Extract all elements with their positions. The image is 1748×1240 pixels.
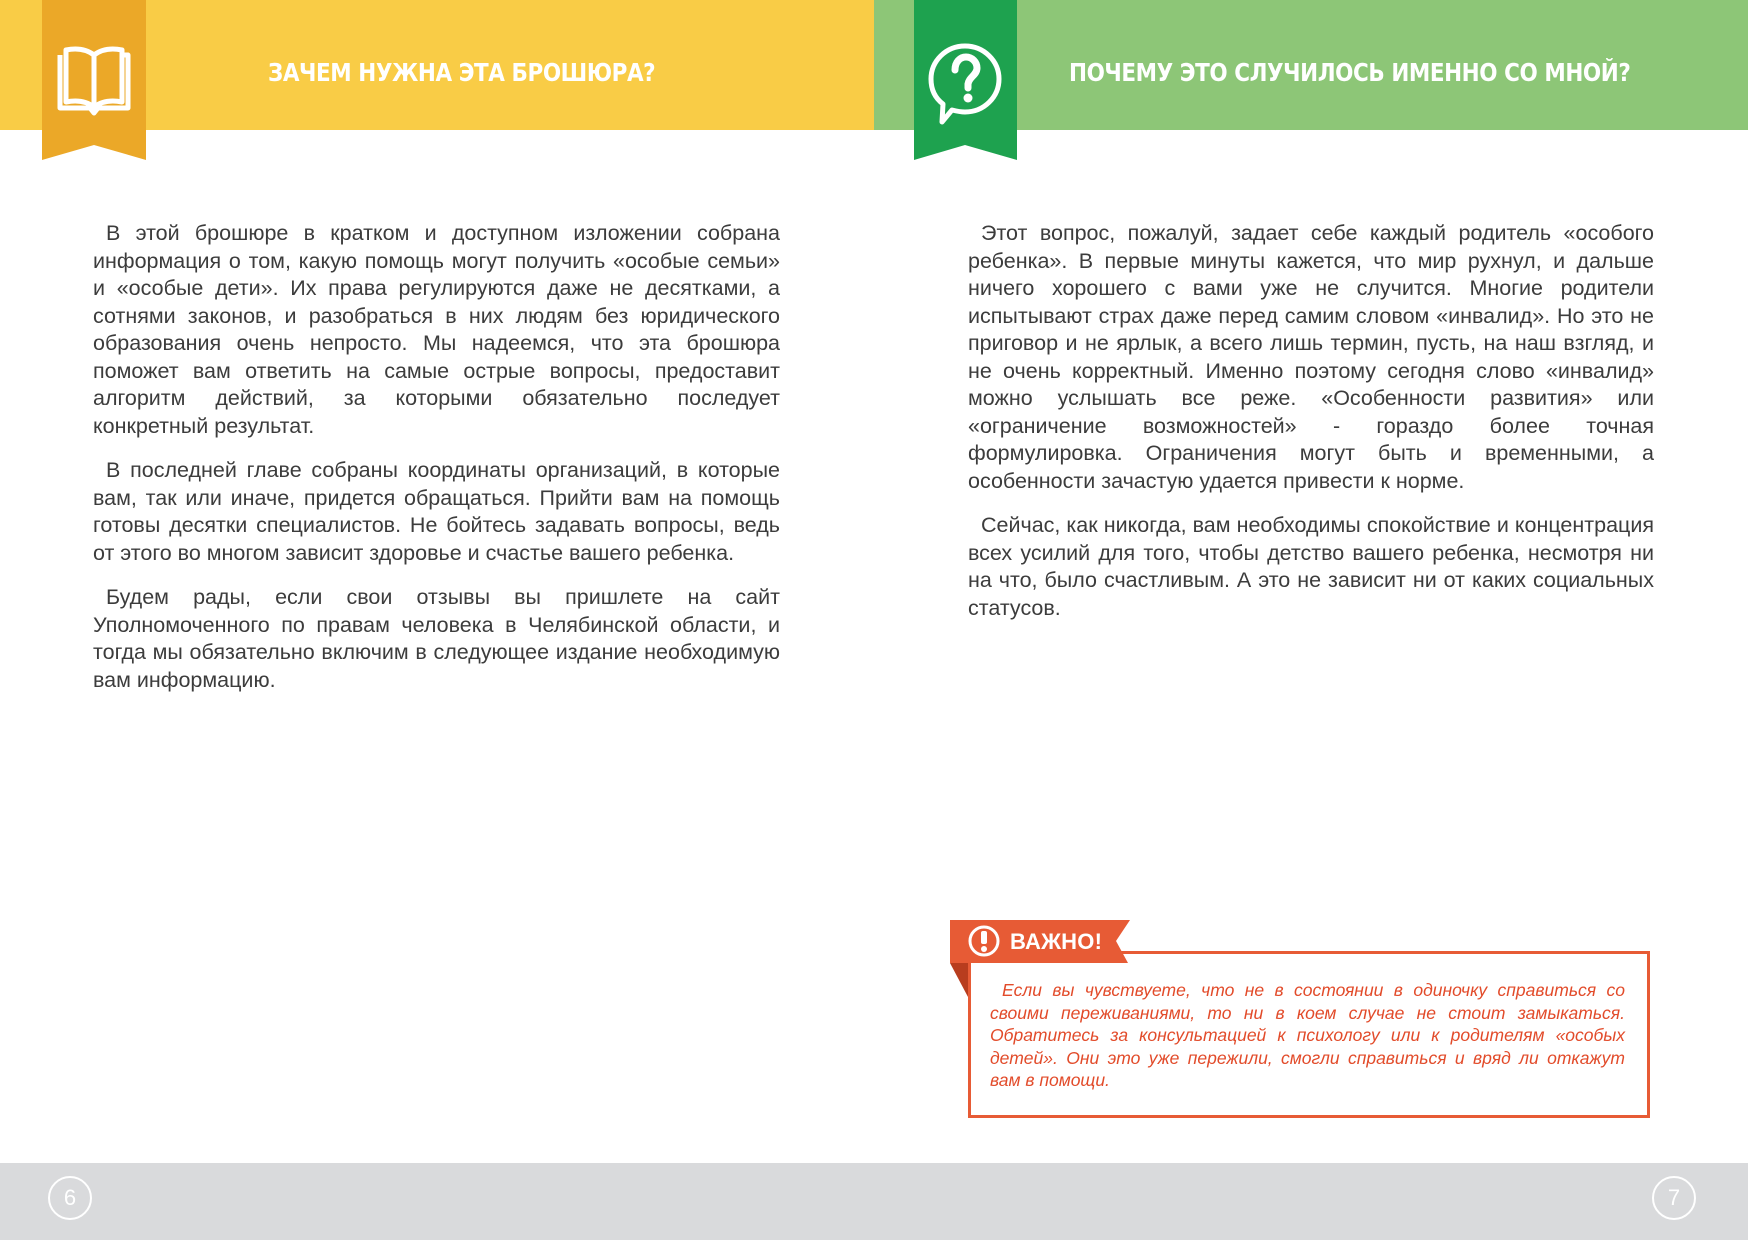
page-number-right: 7 [1652, 1176, 1696, 1220]
important-label: ВАЖНО! [1010, 929, 1103, 954]
paragraph: Этот вопрос, пожалуй, задает себе каждый родитель «особого ребенка». В первые минуты кажется, что мир рухнул, и дальше ничего хорошего с вами уже не случится. Многие родители испытывают страх даже перед самим словом «инвалид». Но это не приговор и не ярлык, а всего лишь термин, пусть, на наш взгляд, и не очень корректный. Именно поэтому сегодня слово «инвалид» можно услышать все реже. «Особенности развития» или «ограничение возможностей» - гораздо более точная формулировка. Ограничения могут быть и временными, а особенности зачастую удается привести к норме. [968, 221, 1654, 493]
right-page-title: ПОЧЕМУ ЭТО СЛУЧИЛОСЬ ИМЕННО СО МНОЙ? [1069, 58, 1631, 87]
paragraph: Сейчас, как никогда, вам необходимы спокойствие и концентрация всех усилий для того, чтобы детство вашего ребенка, несмотря ни на что, было счастливым. А это не зависит ни от каких социальных статусов. [968, 513, 1654, 620]
paragraph: В этой брошюре в кратком и доступном изложении собрана информация о том, какую помощь могут получить «особые семьи» и «особые дети». Их права регулируются даже не десятками, а сотнями законов, и разобраться в них людям без юридического образования очень непросто. Мы надеемся, что эта брошюра поможет вам ответить на самые острые вопросы, предоставит алгоритм действий, за которыми обязательно последует конкретный результат. [93, 221, 780, 438]
left-column-text [93, 220, 780, 711]
paragraph: Будем рады, если свои отзывы вы пришлете на сайт Уполномоченного по правам человека в Челябинской области, и тогда мы обязательно включим в следующее издание необходимую вам информацию. [93, 585, 780, 692]
right-ribbon [914, 0, 1017, 160]
important-callout [950, 917, 1655, 1122]
footer-band [0, 1163, 1748, 1240]
left-page-title: ЗАЧЕМ НУЖНА ЭТА БРОШЮРА? [268, 58, 656, 87]
page-number-left: 6 [48, 1176, 92, 1220]
important-text: Если вы чувствуете, что не в состоянии в одиночку справиться со своими переживаниями, то ни в коем случае не стоит замыкаться. Обратитесь за консультацией к психологу или к родителям «особых детей». Они это уже пережили, смогли справиться и вряд ли откажут вам в помощи. [990, 980, 1625, 1090]
right-column-text [968, 220, 1654, 639]
paragraph: В последней главе собраны координаты организаций, в которые вам, так или иначе, придется обращаться. Прийти вам на помощь готовы десятки специалистов. Не бойтесь задавать вопросы, ведь от этого во многом зависит здоровье и счастье вашего ребенка. [93, 458, 780, 565]
left-ribbon [42, 0, 146, 160]
